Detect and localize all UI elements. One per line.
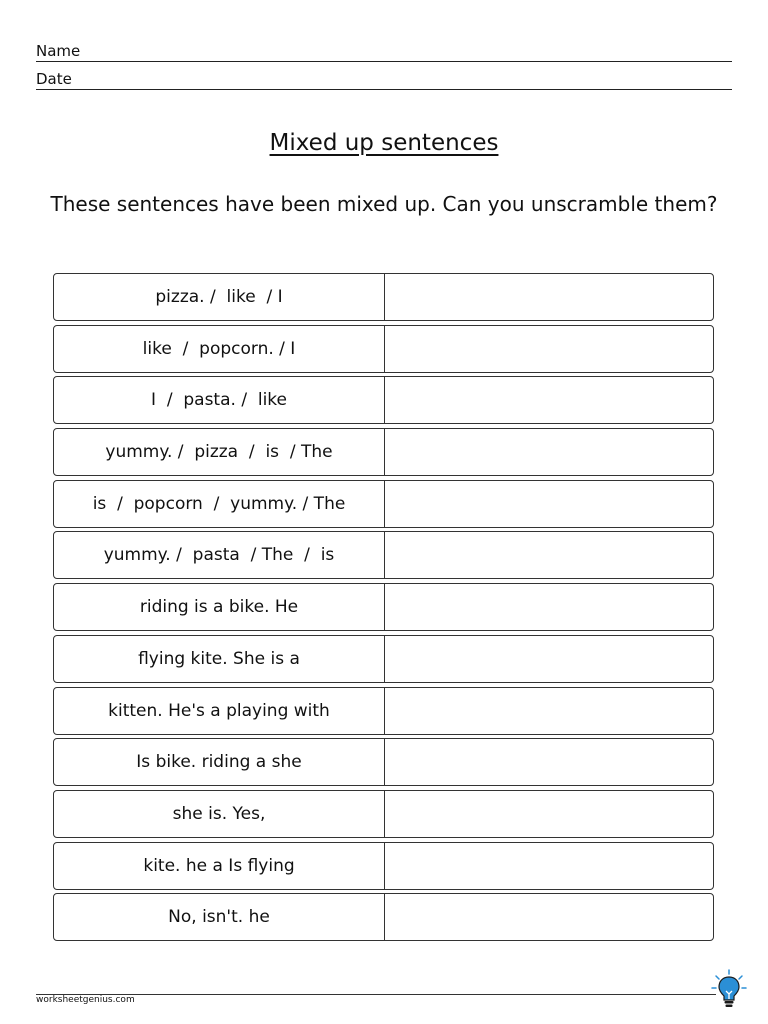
answer-box[interactable] <box>385 481 713 527</box>
instructions: These sentences have been mixed up. Can you unscramble them? <box>50 192 718 216</box>
answer-box[interactable] <box>385 636 713 682</box>
footer-divider <box>36 994 716 995</box>
sentence-row <box>53 376 714 424</box>
answer-box[interactable] <box>385 274 713 320</box>
scrambled-sentence: I / pasta. / like <box>54 377 385 423</box>
worksheet-title: Mixed up sentences <box>269 130 499 156</box>
scrambled-sentence: Is bike. riding a she <box>54 739 385 785</box>
scrambled-sentence: flying kite. She is a <box>54 636 385 682</box>
sentence-row <box>53 428 714 476</box>
name-field[interactable] <box>36 41 732 62</box>
sentence-row <box>53 480 714 528</box>
answer-box[interactable] <box>385 843 713 889</box>
answer-box[interactable] <box>385 532 713 578</box>
scrambled-sentence: pizza. / like / I <box>54 274 385 320</box>
sentence-row <box>53 842 714 890</box>
answer-box[interactable] <box>385 429 713 475</box>
scrambled-sentence: yummy. / pizza / is / The <box>54 429 385 475</box>
answer-box[interactable] <box>385 584 713 630</box>
sentence-table <box>53 273 714 945</box>
date-field[interactable] <box>36 69 732 90</box>
answer-box[interactable] <box>385 739 713 785</box>
sentence-row <box>53 273 714 321</box>
sentence-row <box>53 583 714 631</box>
sentence-row <box>53 635 714 683</box>
name-label: Name <box>36 42 81 60</box>
answer-box[interactable] <box>385 894 713 940</box>
answer-box[interactable] <box>385 791 713 837</box>
sentence-row <box>53 790 714 838</box>
scrambled-sentence: she is. Yes, <box>54 791 385 837</box>
sentence-row <box>53 325 714 373</box>
scrambled-sentence: yummy. / pasta / The / is <box>54 532 385 578</box>
lightbulb-icon <box>711 969 747 1009</box>
scrambled-sentence: is / popcorn / yummy. / The <box>54 481 385 527</box>
footer-site: worksheetgenius.com <box>36 995 135 1005</box>
scrambled-sentence: No, isn't. he <box>54 894 385 940</box>
scrambled-sentence: kitten. He's a playing with <box>54 688 385 734</box>
answer-box[interactable] <box>385 326 713 372</box>
sentence-row <box>53 687 714 735</box>
scrambled-sentence: like / popcorn. / I <box>54 326 385 372</box>
date-label: Date <box>36 70 72 88</box>
sentence-row <box>53 531 714 579</box>
sentence-row <box>53 893 714 941</box>
answer-box[interactable] <box>385 688 713 734</box>
scrambled-sentence: riding is a bike. He <box>54 584 385 630</box>
sentence-row <box>53 738 714 786</box>
answer-box[interactable] <box>385 377 713 423</box>
scrambled-sentence: kite. he a Is flying <box>54 843 385 889</box>
